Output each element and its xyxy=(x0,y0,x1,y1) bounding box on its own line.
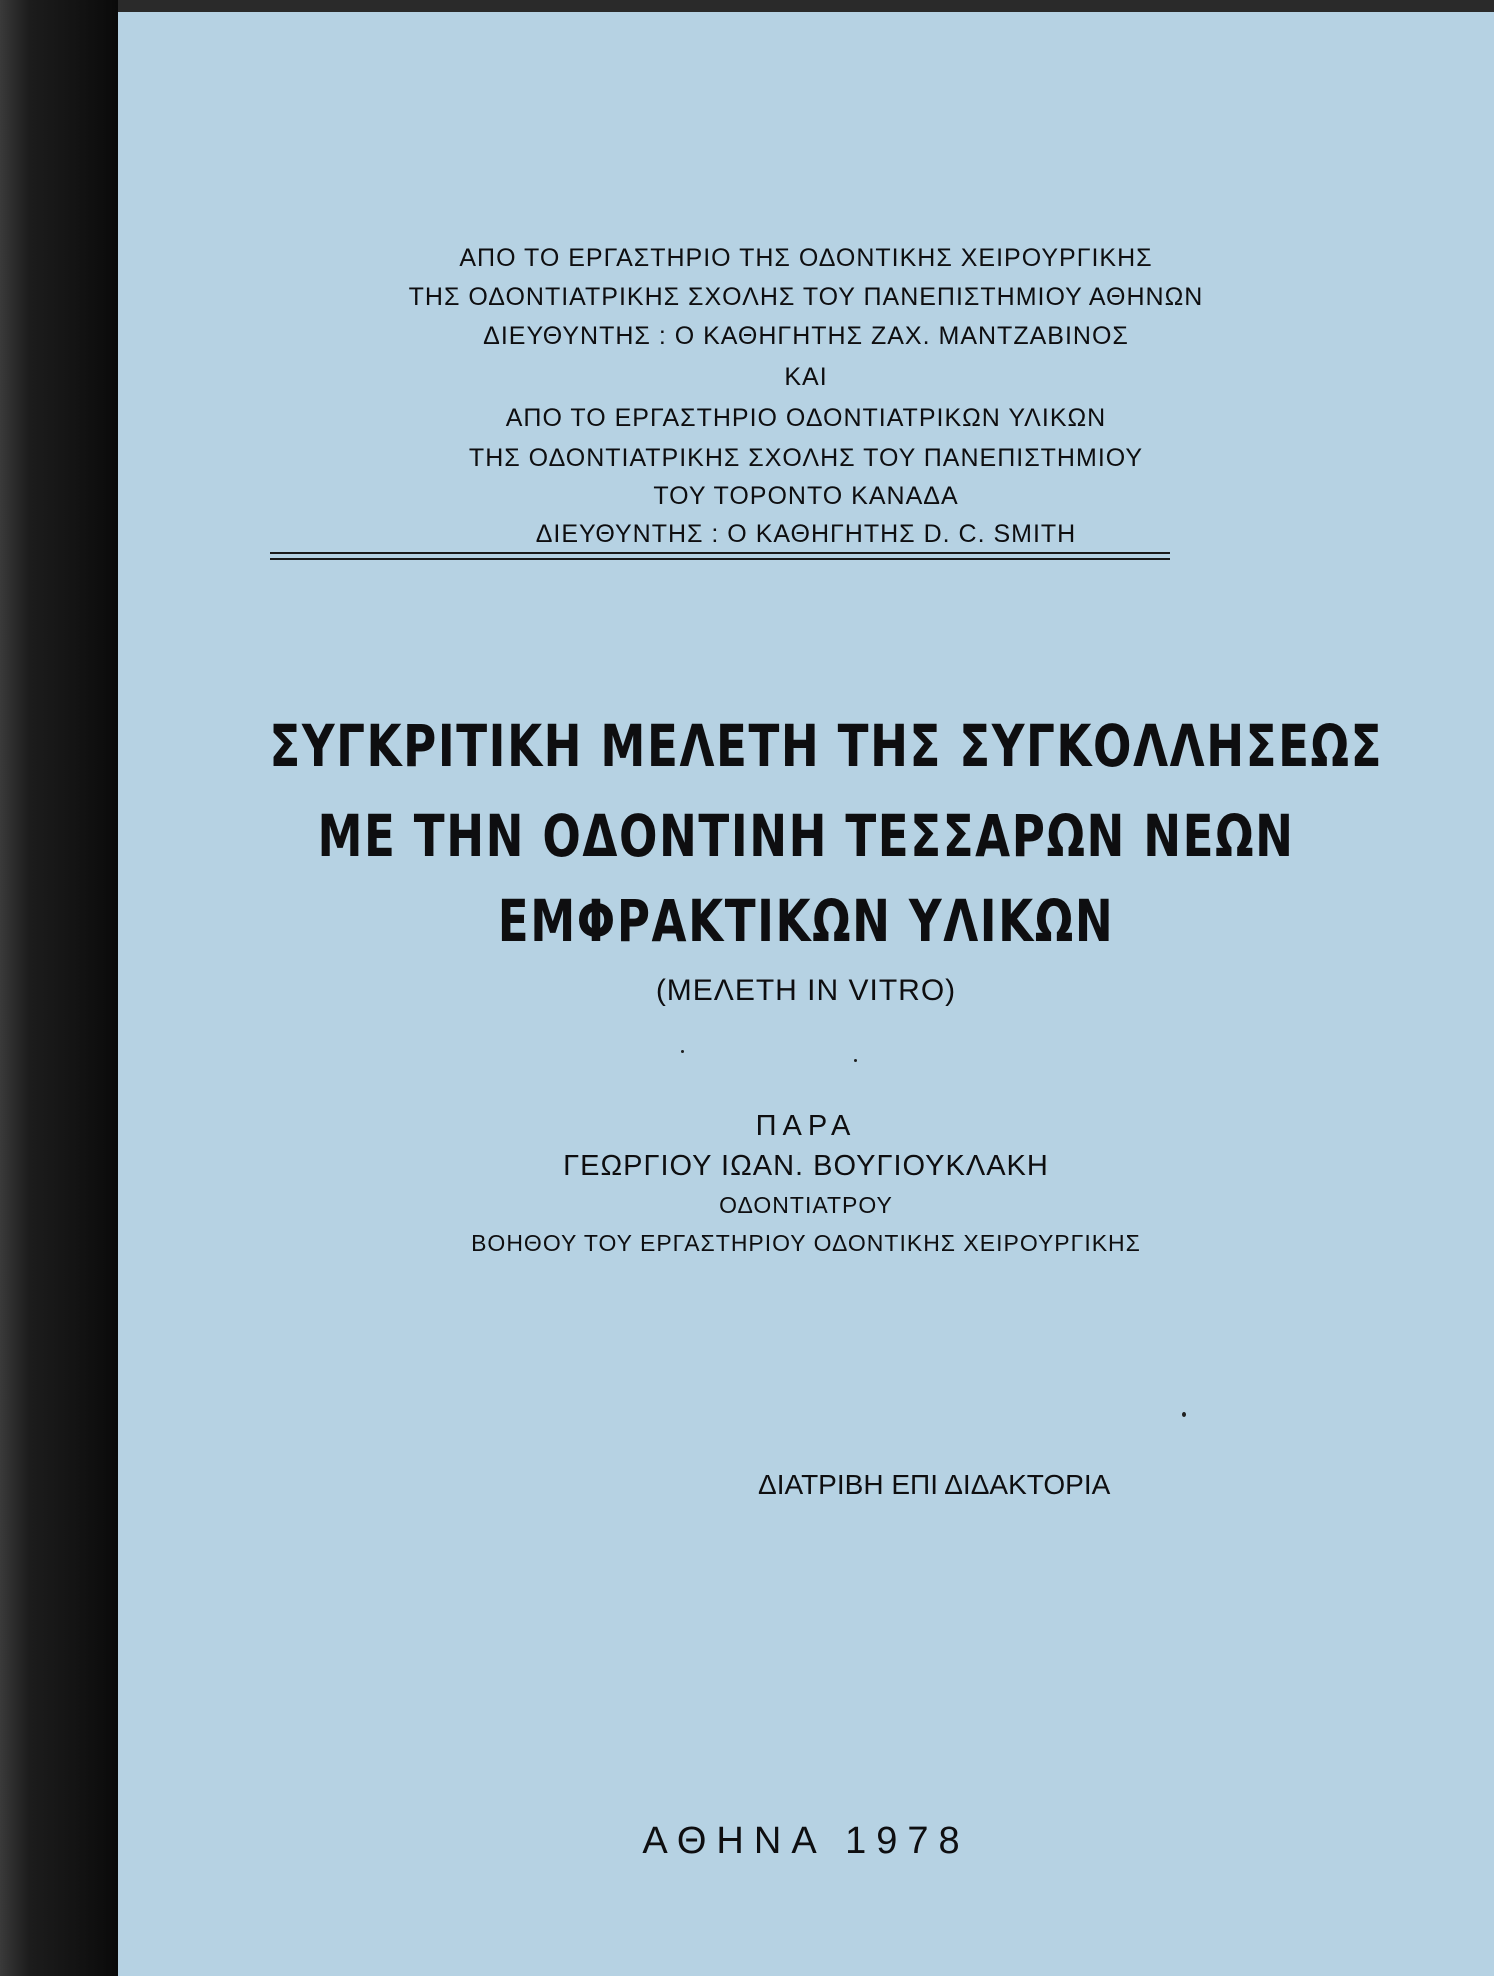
title-line-2: ΜΕ ΤΗΝ ΟΔΟΝΤΙΝΗ ΤΕΣΣΑΡΩΝ ΝΕΩΝ xyxy=(317,802,1295,870)
author-profession: ΟΔΟΝΤΙΑΤΡΟΥ xyxy=(719,1192,893,1218)
header-line-8: ΔΙΕΥΘΥΝΤΗΣ : Ο ΚΑΘΗΓΗΤΗΣ D. C. SMITH xyxy=(535,520,1077,548)
degree-label: ΔΙΑΤΡΙΒΗ ΕΠΙ ΔΙΔΑΚΤΟΡΙΑ xyxy=(758,1469,1111,1500)
scan-speck xyxy=(681,1050,684,1053)
place-year: ΑΘΗΝΑ 1978 xyxy=(642,1820,970,1862)
header-line-7: ΤΟΥ ΤΟΡΟΝΤΟ ΚΑΝΑΔΑ xyxy=(653,482,959,510)
author-by: ΠΑΡΑ xyxy=(755,1110,857,1142)
header-line-1: ΑΠΟ ΤΟ ΕΡΓΑΣΤΗΡΙΟ ΤΗΣ ΟΔΟΝΤΙΚΗΣ ΧΕΙΡΟΥΡΓΙΚΗΣ xyxy=(459,244,1153,272)
author-name: ΓΕΩΡΓΙΟΥ ΙΩΑΝ. ΒΟΥΓΙΟΥΚΛΑΚΗ xyxy=(563,1150,1049,1182)
header-line-4: ΚΑΙ xyxy=(784,363,828,391)
divider-rule-top xyxy=(270,552,1170,554)
title-subtitle: (ΜΕΛΕΤΗ IN VITRO) xyxy=(655,974,957,1007)
header-line-6: ΤΗΣ ΟΔΟΝΤΙΑΤΡΙΚΗΣ ΣΧΟΛΗΣ ΤΟΥ ΠΑΝΕΠΙΣΤΗΜΙΟΥ xyxy=(468,444,1144,472)
author-position: ΒΟΗΘΟΥ ΤΟΥ ΕΡΓΑΣΤΗΡΙΟΥ ΟΔΟΝΤΙΚΗΣ ΧΕΙΡΟΥΡΓΙΚΗΣ xyxy=(471,1230,1141,1256)
title-line-3: ΕΜΦΡΑΚΤΙΚΩΝ ΥΛΙΚΩΝ xyxy=(497,887,1115,955)
binding-strip xyxy=(0,0,118,1976)
header-line-2: ΤΗΣ ΟΔΟΝΤΙΑΤΡΙΚΗΣ ΣΧΟΛΗΣ ΤΟΥ ΠΑΝΕΠΙΣΤΗΜΙΟΥ ΑΘΗΝΩΝ xyxy=(408,283,1204,311)
title-line-1: ΣΥΓΚΡΙΤΙΚΗ ΜΕΛΕΤΗ ΤΗΣ ΣΥΓΚΟΛΛΗΣΕΩΣ xyxy=(269,712,1384,780)
thesis-cover xyxy=(118,12,1494,1976)
scan-speck xyxy=(1182,1412,1186,1417)
header-line-3: ΔΙΕΥΘΥΝΤΗΣ : Ο ΚΑΘΗΓΗΤΗΣ ΖΑΧ. ΜΑΝΤΖΑΒΙΝΟΣ xyxy=(483,322,1129,350)
divider-rule-bottom xyxy=(270,558,1170,560)
scan-speck xyxy=(854,1059,857,1062)
scan-edge xyxy=(118,0,1494,12)
header-line-5: ΑΠΟ ΤΟ ΕΡΓΑΣΤΗΡΙΟ ΟΔΟΝΤΙΑΤΡΙΚΩΝ ΥΛΙΚΩΝ xyxy=(505,404,1107,432)
